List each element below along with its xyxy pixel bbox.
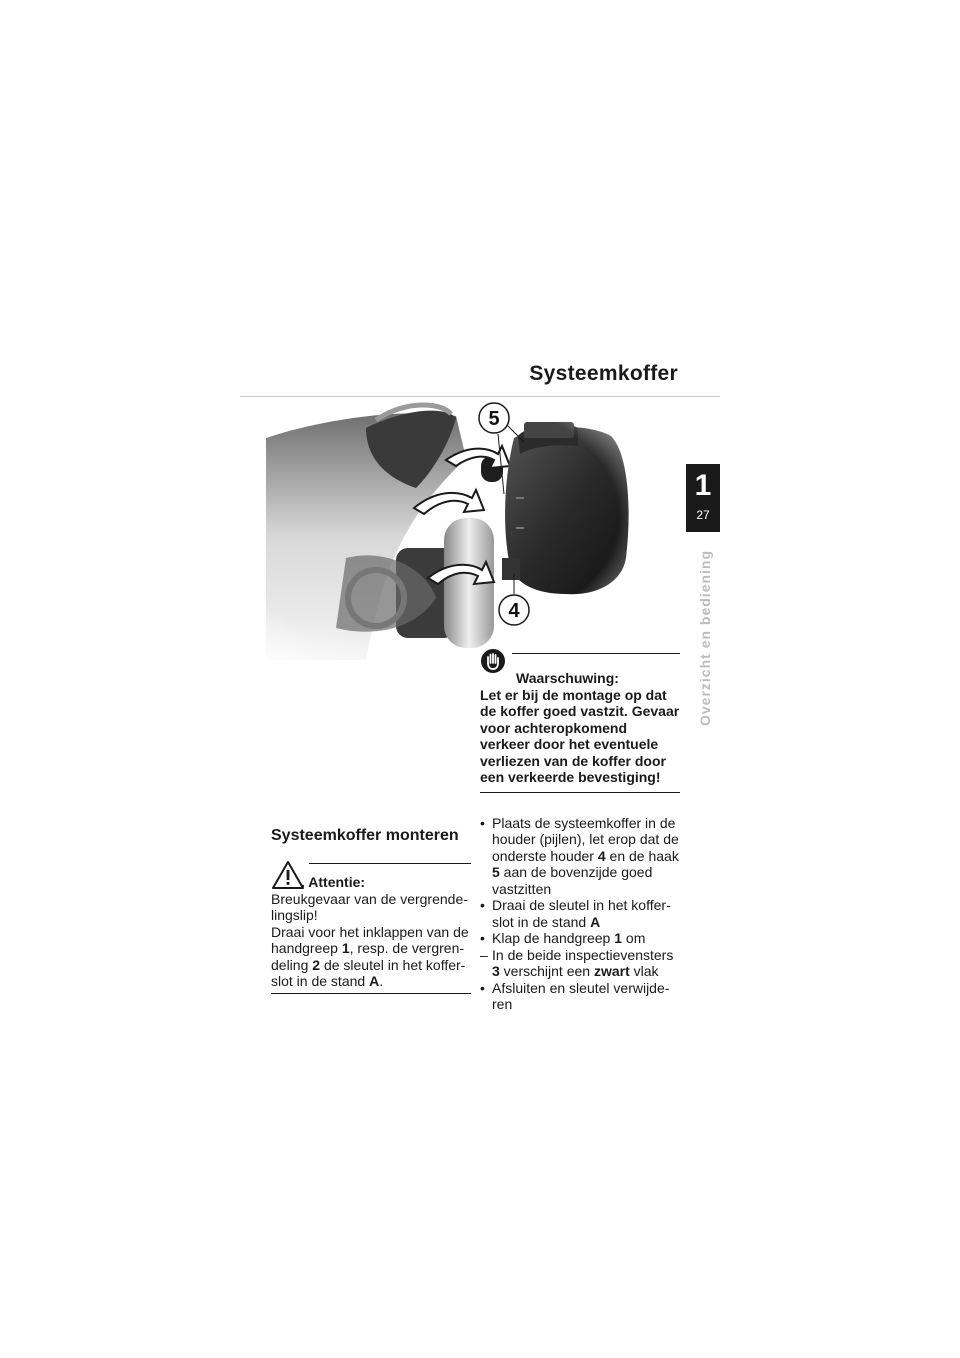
callout-4 — [499, 595, 529, 625]
attention-bottom-rule — [271, 993, 471, 994]
list-item: • Draai de sleutel in het koffer-slot in de stand A — [480, 897, 671, 930]
warning-text: Let er bij de montage op dat de koffer goed vastzit. Gevaar voor achteropkomend verkeer door het eventuele verliezen van de koffer door een verkeerde bevestiging! — [480, 686, 680, 785]
attention-text-2: Draai voor het inklappen van de handgreep 1, resp. de vergren-deling 2 de sleutel in het koffer-slot in de stand A. — [271, 923, 469, 989]
warning-block — [480, 648, 680, 793]
callout-4-label: 4 — [508, 600, 520, 622]
left-column — [271, 826, 471, 994]
callout-5 — [479, 403, 509, 433]
callout-5-label: 5 — [488, 408, 500, 430]
motorcycle-case-figure — [266, 398, 686, 660]
steps-list — [480, 815, 680, 1013]
attention-top-rule — [309, 863, 471, 864]
list-item: • Klap de handgreep 1 om — [480, 930, 646, 946]
caution-triangle-icon — [271, 860, 305, 890]
page-number: 27 — [696, 508, 710, 522]
chapter-tab — [686, 464, 720, 532]
attention-block — [271, 860, 471, 994]
list-item: • Plaats de systeemkoffer in de houder (pijlen), let erop dat de onderste houder 4 en de haak 5 aan de bovenzijde goed vastzitten — [480, 814, 679, 897]
list-item: – In de beide inspectievensters 3 verschijnt een zwart vlak — [480, 946, 674, 979]
right-column — [480, 648, 680, 1013]
warning-bottom-rule — [480, 792, 680, 793]
chapter-number: 1 — [694, 469, 712, 502]
page-title: Systeemkoffer — [529, 362, 678, 385]
title-divider — [240, 396, 720, 397]
attention-text-1: Breukgevaar van de vergrende-lingslip! — [271, 890, 468, 923]
warning-top-rule — [512, 653, 680, 654]
list-item: • Afsluiten en sleutel verwijde-ren — [480, 979, 670, 1012]
warning-label: Waarschuwing: — [516, 670, 619, 686]
section-heading: Systeemkoffer monteren — [271, 827, 459, 844]
attention-label: . Attentie: — [301, 874, 366, 890]
section-label-vertical: Overzicht en bediening — [697, 549, 713, 726]
stop-hand-icon — [480, 648, 506, 674]
